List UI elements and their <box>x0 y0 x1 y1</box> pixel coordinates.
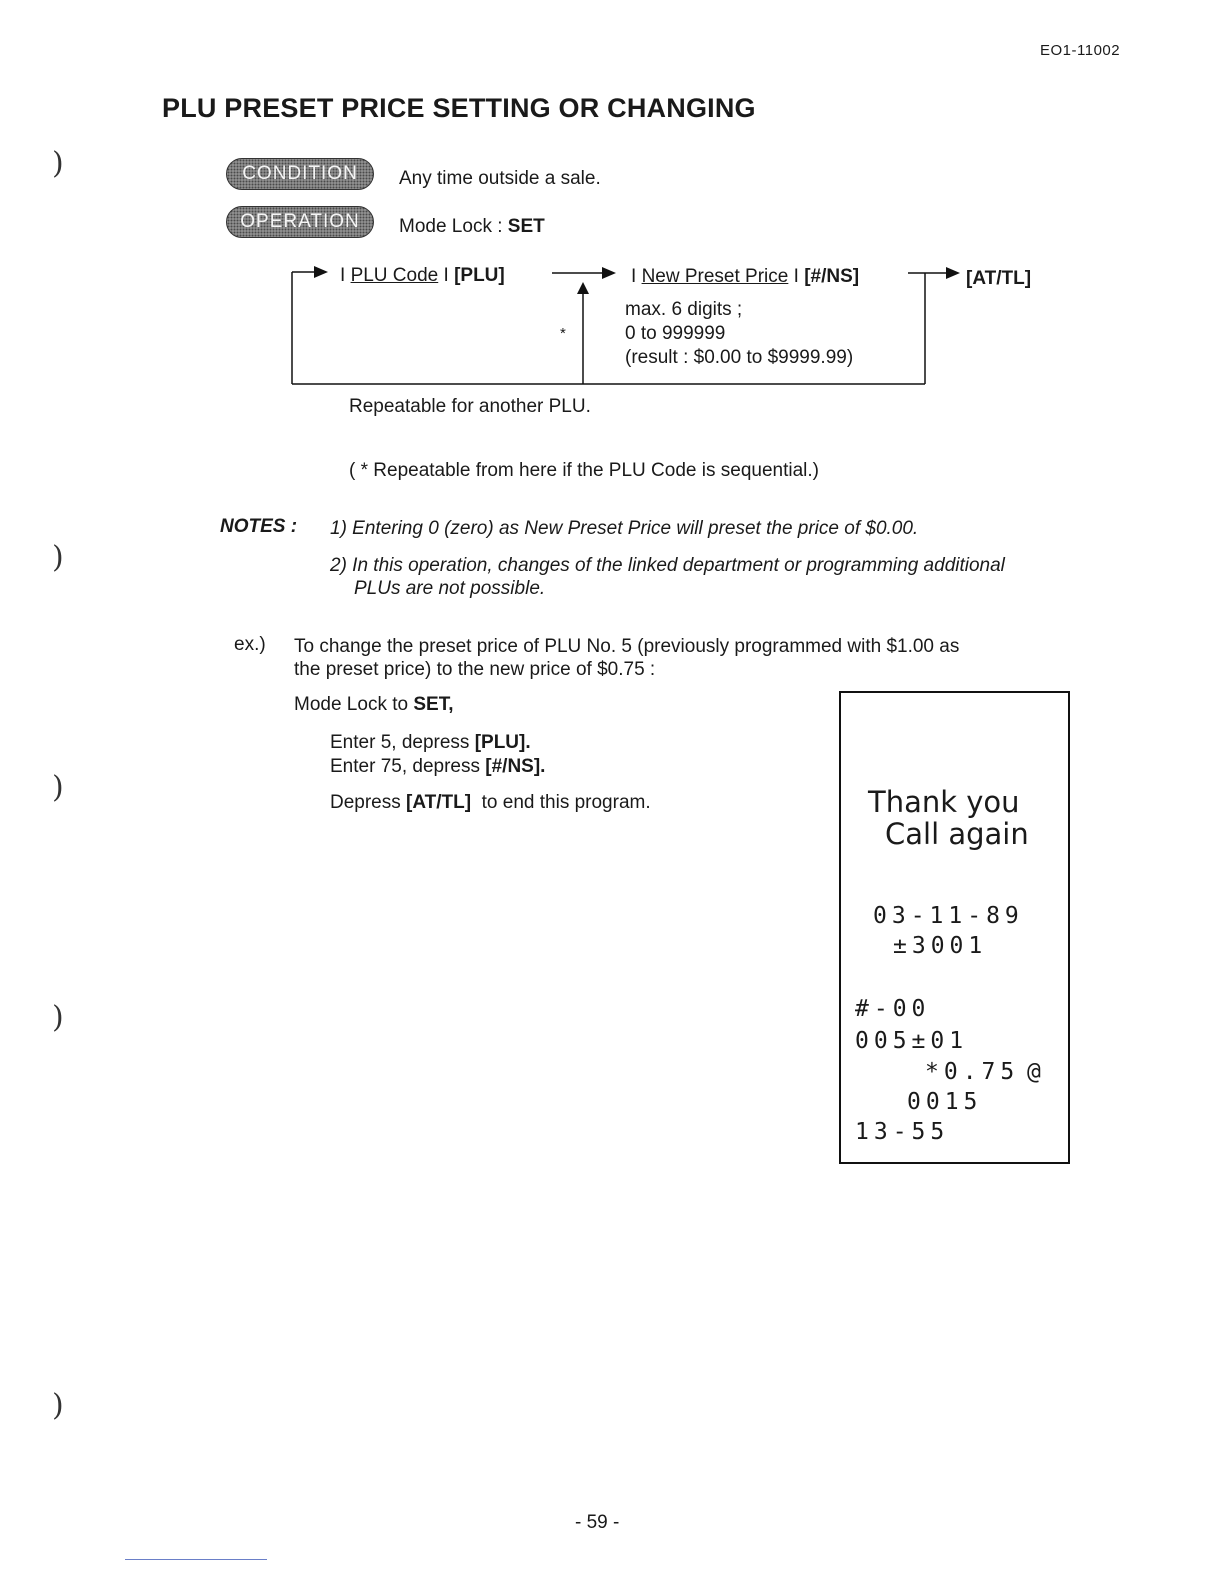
margin-mark: ) <box>52 1388 64 1423</box>
step-3-prefix: Depress <box>330 792 407 813</box>
sequential-text: Repeatable from here if the PLU Code is sequential.) <box>373 460 819 481</box>
ns-key: [#/NS] <box>804 266 860 287</box>
separator-bar: I <box>340 265 346 286</box>
page-title: PLU PRESET PRICE SETTING OR CHANGING <box>162 93 756 123</box>
receipt-time: 13-55 <box>855 1119 950 1145</box>
price-range: 0 to 999999 <box>625 323 726 344</box>
separator-bar: I <box>793 266 799 287</box>
mode-key: SET, <box>413 694 454 715</box>
margin-mark: ) <box>52 146 64 181</box>
document-number: EO1-11002 <box>1040 42 1121 59</box>
sequential-open: ( * <box>349 460 374 481</box>
arrowhead <box>946 267 960 279</box>
note-2-line1: 2) In this operation, changes of the linked department or programming additional <box>330 555 1005 576</box>
separator-bar: I <box>631 266 637 287</box>
example-label: ex.) <box>234 634 266 655</box>
step-3-suffix: to end this program. <box>471 792 651 813</box>
flow-segment-price <box>631 266 859 288</box>
example-line2: the preset price) to the new price of $0.75 : <box>294 659 656 680</box>
example-step-1 <box>330 732 531 754</box>
separator-bar: I <box>443 265 449 286</box>
receipt-thank-you: Thank you <box>868 785 1020 819</box>
note-2-line2: PLUs are not possible. <box>354 578 546 599</box>
operation-prefix: Mode Lock : <box>399 216 508 237</box>
repeat-note: Repeatable for another PLU. <box>349 396 591 417</box>
page-number: - 59 - <box>575 1512 620 1533</box>
price-max-digits: max. 6 digits ; <box>625 299 743 320</box>
receipt-call-again: Call again <box>885 817 1029 851</box>
margin-mark: ) <box>52 770 64 805</box>
margin-mark: ) <box>52 1000 64 1035</box>
condition-badge: CONDITION <box>226 158 374 190</box>
plu-code-field: PLU Code <box>350 265 439 286</box>
example-mode-lock <box>294 694 453 716</box>
flow-segment-plu <box>340 265 505 287</box>
plu-key: [PLU] <box>454 265 505 286</box>
receipt-date: 03-11-89 <box>873 903 1024 929</box>
flow-diagram <box>0 0 1224 420</box>
receipt-price: *0.75 <box>925 1059 1020 1085</box>
operation-text <box>399 216 545 238</box>
step-2-prefix: Enter 75, depress <box>330 756 486 777</box>
operation-badge: OPERATION <box>226 206 374 238</box>
step-2-key: [#/NS]. <box>485 756 546 777</box>
step-1-key: [PLU]. <box>474 732 531 753</box>
example-step-3 <box>330 792 651 814</box>
attl-key: [AT/TL] <box>966 268 1032 289</box>
receipt-printout <box>839 691 1070 1164</box>
note-1: 1) Entering 0 (zero) as New Preset Price will preset the price of $0.00. <box>330 518 919 539</box>
arrowhead <box>577 282 589 294</box>
example-step-2 <box>330 756 545 778</box>
sequential-note <box>349 460 819 482</box>
receipt-at-symbol: @ <box>1027 1059 1046 1085</box>
receipt-line-hash: #-00 <box>855 996 931 1022</box>
receipt-consecutive-number: ±3001 <box>893 933 988 959</box>
margin-mark: ) <box>52 540 64 575</box>
arrowhead <box>602 267 616 279</box>
mode-prefix: Mode Lock to <box>294 694 414 715</box>
condition-text: Any time outside a sale. <box>399 168 601 189</box>
step-1-prefix: Enter 5, depress <box>330 732 475 753</box>
price-result: (result : $0.00 to $9999.99) <box>625 347 854 368</box>
receipt-plu-line: 005±01 <box>855 1028 969 1054</box>
footer-rule <box>125 1559 267 1560</box>
receipt-line-code: 0015 <box>907 1089 983 1115</box>
operation-mode: SET <box>507 216 545 237</box>
step-3-key: [AT/TL] <box>406 792 472 813</box>
example-line1: To change the preset price of PLU No. 5 (previously programmed with $1.00 as <box>294 636 960 657</box>
arrowhead <box>314 266 328 278</box>
notes-label: NOTES : <box>220 516 298 537</box>
new-preset-price-field: New Preset Price <box>641 266 789 287</box>
asterisk-marker: * <box>560 325 566 342</box>
